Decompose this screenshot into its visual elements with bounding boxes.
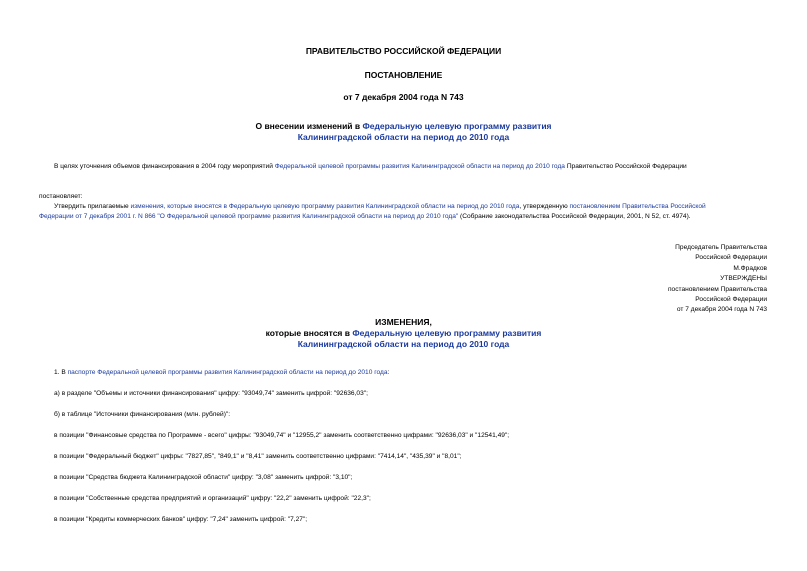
document-title xyxy=(0,121,807,131)
approved-country: Российской Федерации xyxy=(695,296,767,304)
signature-position: Председатель Правительства xyxy=(675,244,767,251)
item-1 xyxy=(54,368,389,378)
changes-program-link-line2[interactable]: Калининградской области на период до 2010 года xyxy=(297,339,510,349)
changes-link[interactable]: изменения, которые вносятся в Федеральную целевую программу развития Калининградской области на период до 2010 года xyxy=(130,203,520,210)
approved-heading: УТВЕРЖДЕНЫ xyxy=(720,275,767,283)
title-program-link-line2[interactable]: Калининградской области на период до 2010 года xyxy=(297,132,510,142)
changes-subheading xyxy=(0,328,807,338)
document-type: ПОСТАНОВЛЕНИЕ xyxy=(364,70,443,80)
signature-block xyxy=(668,243,767,316)
intro-suffix: Правительство Российской Федерации xyxy=(564,163,687,170)
item-1-suffix: : xyxy=(387,369,390,376)
item-g: в позиции "Кредиты коммерческих банков" цифру: "7,24" заменить цифрой: "7,27"; xyxy=(54,516,308,523)
changes-program-link[interactable]: Федеральную целевую программу развития xyxy=(352,328,542,338)
intro-program-link[interactable]: Федеральной целевой программы развития Калининградской области на период до 2010 года xyxy=(274,163,565,170)
decree-paragraph-line1 xyxy=(54,202,706,212)
item-d: в позиции "Федеральный бюджет" цифры: "7827,85", "849,1" и "8,41" заменить соответственно цифрами: "7414,14", "435,39" и "8,01"; xyxy=(54,453,462,460)
item-a: а) в разделе "Объемы и источники финансирования" цифру: "93049,74" заменить цифрой: "92636,03"; xyxy=(54,390,368,397)
resolution-link[interactable]: постановлением Правительства Российской xyxy=(569,203,706,210)
intro-prefix: В целях уточнения объемов финансирования в 2004 году мероприятий xyxy=(54,163,275,170)
decree-paragraph-line2 xyxy=(39,212,691,222)
approved-by: постановлением Правительства xyxy=(667,285,767,293)
approved-date: от 7 декабря 2004 года N 743 xyxy=(676,306,767,314)
item-b: б) в таблице "Источники финансирования (млн. рублей)": xyxy=(54,411,231,418)
changes-subheading-prefix: которые вносятся в xyxy=(265,328,353,338)
decree-text-3: (Собрание законодательства Российской Федерации, 2001, N 52, ст. 4974). xyxy=(458,213,691,220)
item-1-prefix: 1. В xyxy=(54,369,68,376)
title-program-link[interactable]: Федеральную целевую программу развития xyxy=(362,121,552,131)
decree-text-1: Утвердить прилагаемые xyxy=(54,203,131,210)
document-date-number: от 7 декабря 2004 года N 743 xyxy=(343,92,464,102)
item-c: в позиции "Финансовые средства по Программе - всего" цифры: "93049,74" и "12955,2" заменить соответственно цифрами: "92636,03" и "12541,49"; xyxy=(54,432,510,439)
decree-text-2: , утвержденную xyxy=(519,203,570,210)
item-e: в позиции "Средства бюджета Калининградской области" цифру: "3,08" заменить цифрой: "3,10"; xyxy=(54,474,353,481)
government-heading: ПРАВИТЕЛЬСТВО РОССИЙСКОЙ ФЕДЕРАЦИИ xyxy=(305,46,502,56)
intro-paragraph xyxy=(54,162,687,172)
title-prefix: О внесении изменений в xyxy=(255,121,363,131)
signature-country: Российской Федерации xyxy=(695,254,767,262)
changes-heading: ИЗМЕНЕНИЯ, xyxy=(375,317,432,327)
item-f: в позиции "Собственные средства предприятий и организаций" цифру: "22,2" заменить цифрой: "22,3"; xyxy=(54,495,371,502)
signature-name: М.Фрадков xyxy=(733,264,767,272)
resolution-link-line2[interactable]: Федерации от 7 декабря 2001 г. N 866 "О Федеральной целевой программе развития Калининградской области на период до 2010 года" xyxy=(39,213,459,220)
decree-word: постановляет: xyxy=(39,193,83,200)
passport-link[interactable]: паспорте Федеральной целевой программы развития Калининградской области на период до 2010 года xyxy=(67,369,388,376)
